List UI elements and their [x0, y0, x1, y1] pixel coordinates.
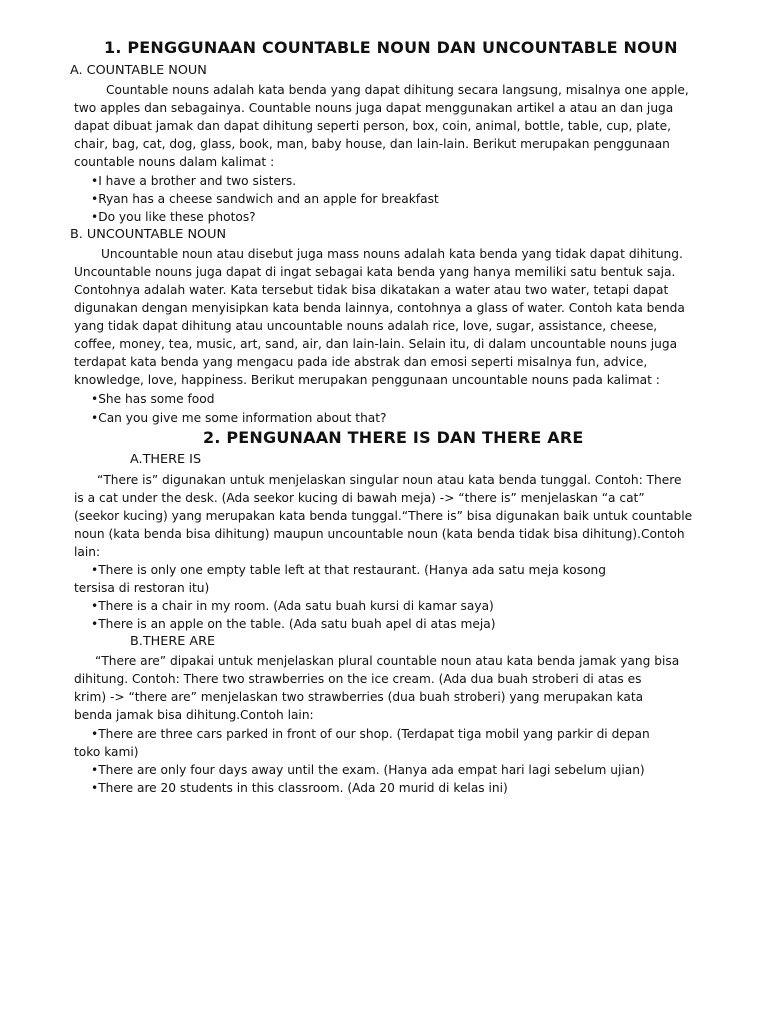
example-bullet: •There are only four days away until the exam. (Hanya ada empat hari lagi sebelum ujian): [91, 763, 645, 777]
example-bullet: •There are 20 students in this classroom. (Ada 20 murid di kelas ini): [91, 781, 508, 795]
example-bullet: •There is a chair in my room. (Ada satu buah kursi di kamar saya): [91, 599, 494, 613]
paragraph-line: lain:: [74, 545, 101, 559]
paragraph-line: dapat dibuat jamak dan dapat dihitung seperti person, box, coin, animal, bottle, table, cup, plate,: [74, 119, 671, 133]
paragraph-line: two apples dan sebagainya. Countable nouns juga dapat menggunakan artikel a atau an dan juga: [74, 101, 674, 115]
subheading-countable: A. COUNTABLE NOUN: [70, 63, 207, 78]
example-bullet: •She has some food: [91, 392, 215, 406]
paragraph-line: benda jamak bisa dihitung.Contoh lain:: [74, 708, 314, 722]
paragraph-line: (seekor kucing) yang merupakan kata benda tunggal.“There is” bisa digunakan baik untuk countable: [74, 509, 693, 523]
subheading-uncountable: B. UNCOUNTABLE NOUN: [70, 227, 227, 242]
paragraph-line: knowledge, love, happiness. Berikut merupakan penggunaan uncountable nouns pada kalimat :: [74, 373, 660, 387]
paragraph-line: noun (kata benda bisa dihitung) maupun uncountable noun (kata benda tidak bisa dihitung).Contoh: [74, 527, 685, 541]
paragraph-line: terdapat kata benda yang mengacu pada ide abstrak dan emosi seperti misalnya fun, advice,: [74, 355, 648, 369]
paragraph-line: countable nouns dalam kalimat :: [74, 155, 275, 169]
paragraph-line: is a cat under the desk. (Ada seekor kucing di bawah meja) -> “there is” menjelaskan “a cat”: [74, 491, 645, 505]
paragraph-line: Countable nouns adalah kata benda yang dapat dihitung secara langsung, misalnya one apple,: [106, 83, 689, 97]
example-bullet-continuation: toko kami): [74, 745, 139, 759]
example-bullet: •Do you like these photos?: [91, 210, 256, 224]
section-2-title: 2. PENGUNAAN THERE IS DAN THERE ARE: [203, 428, 584, 447]
section-1-title: 1. PENGGUNAAN COUNTABLE NOUN DAN UNCOUNTABLE NOUN: [104, 38, 678, 57]
example-bullet: •I have a brother and two sisters.: [91, 174, 297, 188]
subheading-there-are: B.THERE ARE: [130, 634, 216, 649]
example-bullet: •There are three cars parked in front of our shop. (Terdapat tiga mobil yang parkir di depan: [91, 727, 650, 741]
paragraph-line: “There is” digunakan untuk menjelaskan singular noun atau kata benda tunggal. Contoh: There: [97, 473, 682, 487]
example-bullet: •Ryan has a cheese sandwich and an apple for breakfast: [91, 192, 439, 206]
subheading-there-is: A.THERE IS: [130, 452, 202, 467]
paragraph-line: “There are” dipakai untuk menjelaskan plural countable noun atau kata benda jamak yang bisa: [95, 654, 680, 668]
paragraph-line: coffee, money, tea, music, art, sand, air, dan lain-lain. Selain itu, di dalam uncountable nouns juga: [74, 337, 678, 351]
paragraph-line: yang tidak dapat dihitung atau uncountable nouns adalah rice, love, sugar, assistance, cheese,: [74, 319, 658, 333]
paragraph-line: dihitung. Contoh: There two strawberries on the ice cream. (Ada dua buah stroberi di atas es: [74, 672, 642, 686]
paragraph-line: chair, bag, cat, dog, glass, book, man, baby house, dan lain-lain. Berikut merupakan penggunaan: [74, 137, 670, 151]
paragraph-line: krim) -> “there are” menjelaskan two strawberries (dua buah stroberi) yang merupakan kata: [74, 690, 644, 704]
example-bullet-continuation: tersisa di restoran itu): [74, 581, 210, 595]
paragraph-line: digunakan dengan menyisipkan kata benda lainnya, contohnya a glass of water. Contoh kata benda: [74, 301, 685, 315]
paragraph-line: Uncountable nouns juga dapat di ingat sebagai kata benda yang hanya memiliki satu bentuk saja.: [74, 265, 676, 279]
paragraph-line: Contohnya adalah water. Kata tersebut tidak bisa dikatakan a water atau two water, tetapi dapat: [74, 283, 669, 297]
example-bullet: •There is only one empty table left at that restaurant. (Hanya ada satu meja kosong: [91, 563, 607, 577]
example-bullet: •There is an apple on the table. (Ada satu buah apel di atas meja): [91, 617, 496, 631]
paragraph-line: Uncountable noun atau disebut juga mass nouns adalah kata benda yang tidak dapat dihitung.: [101, 247, 683, 261]
example-bullet: •Can you give me some information about that?: [91, 411, 387, 425]
